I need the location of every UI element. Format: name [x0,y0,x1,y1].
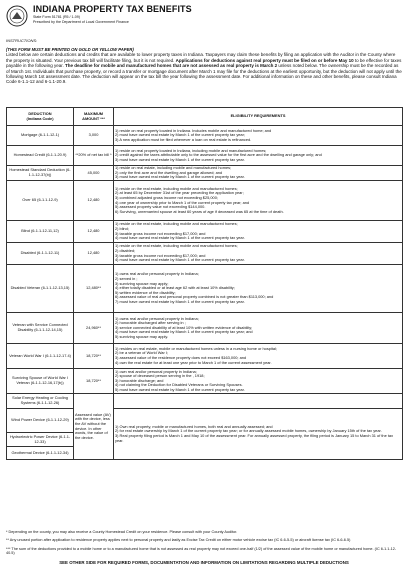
table-row [7,369,403,394]
amount-cell: 12,480 [74,243,114,265]
intro-bold1: Applications for deductions against real property must be filed on or before May 10 [175,57,354,63]
requirements-cell [114,166,403,181]
requirements-cell [114,394,403,409]
requirements-cell [114,369,403,394]
deduction-cell: Hydroelectric Power Device (6-1.1-12-33) [7,433,74,447]
requirement-line: 4) must have owned real estate by March 1 of the current property tax year. [115,257,245,263]
requirement-line: 5) written evidence of the disability; [115,289,176,295]
table-row [7,265,403,313]
amount-cell: 24,960** [74,313,114,344]
deduction-cell: Homestead Credit (6-1.1-20.9) [7,146,74,166]
requirement-line: 2) disabled; [115,247,136,253]
deduction-cell: Disabled Veteran (6-1.1-12-13,15) [7,265,74,313]
requirement-line: 3) honorable discharge; and [115,377,164,383]
requirement-line: 2) be a veteran of World War I; [115,350,168,356]
requirement-line: 1) reside on real property located in Indiana. Includes mobile and manufactured home; and [115,127,272,133]
requirement-line: 4) either totally disabled or at least age 62 with at least 10% disability; [115,285,235,291]
requirements-cell [114,313,403,344]
table-row [7,221,403,243]
requirement-line: 1) reside on the real estate, including mobile and manufactured homes; [115,185,238,191]
requirement-line: 1) owns real and/or personal property in Indiana; [115,315,199,321]
requirement-line: 6) assessed value of real and personal property combined is not greater than $113,000; and [115,294,274,300]
requirement-line: 1) owns real and/or personal property in Indiana; [115,271,199,277]
requirement-line: 2) credit against the taxes attributable only to the assessed value for the first acre and the dwelling and garage only; and [115,152,322,158]
table-row [7,344,403,369]
requirements-cell [114,409,403,460]
requirement-line: 4) one year of ownership prior to March 1 of the current property tax year; and [115,199,250,205]
form-number: State Form 51781 (R5 / 1-09) [33,15,80,19]
requirement-line: 4) own the real estate for at least one year prior to March 1 of the current assessment year. [115,359,272,365]
requirement-line: 4) must have owned real estate by March 1 of the current property tax year. [115,235,245,241]
instructions-label: INSTRUCTIONS: [6,38,38,43]
requirement-line: 1) resides on real estate, mobile or manufactured homes unless in a nursing home or hospital; [115,345,277,351]
requirement-line: 5) assessed property value not exceeding $144,000. [115,204,206,210]
deduction-cell: Veteran World War I (6-1.1-12-17.4) [7,344,74,369]
deduction-cell: Wind Power Device (6-1.1-12-29) [7,409,74,433]
intro-part2: to be effective for taxes payable in the following year. [6,57,402,69]
deduction-cell: Homestead Standard Deduction (6-1.1-12-37(b)) [7,166,74,181]
footnote-3: *** The sum of the deductions provided to a mobile home or to a manufactured home that is not assessed as real property may not exceed one-half (1/2) of the assessed value of the mobile home or manufactured home. (IC 6-1.1-12-40.5) [6,547,397,556]
requirement-line: 1) reside on the real estate, including mobile and manufactured homes; [115,221,238,227]
table-row [7,146,403,166]
requirement-line: 2) served in ; [115,276,138,282]
requirements-cell [114,221,403,243]
requirements-header: ELIGIBILITY REQUIREMENTS [114,108,403,126]
prescribed-by: Prescribed by the Department of Local Government Finance [33,20,129,24]
deduction-cell: Solar Energy Heating or Cooling Systems (6-1.1-12-26) [7,394,74,409]
footnote-1: * Depending on the county, you may also receive a County Homestead Credit on your residence. Please consult with your County Auditor. [6,530,238,534]
requirement-line: 5) must have owned real estate by March 1 of the current property tax year. [115,386,245,392]
amount-cell: **20% of net tax bill * [74,146,114,166]
requirements-cell [114,265,403,313]
requirement-line: 2) must have owned real estate by March 1 of the current property tax year; [115,132,245,138]
intro-part3: unless noted below. The ownership must be the recorded as of March 1st. Individuals that purchase property, or record a transfer or mortgage document after March 1 may file for the deductions at the earliest opportunity, but the deduction will not apply until the following March 1st assessment date. The deduction will appear on the tax bill the year following the assessment date. For additional information on these and other benefits, please consult Indiana Code 6-1.1-12 and 6-1.1-20.9. [6,63,402,85]
requirement-line: 1) reside on real property located in Indiana, including mobile and manufactured homes; [115,147,267,153]
requirement-line: 3) must have owned real estate by March 1 of the current property tax year. [115,156,245,162]
requirement-line: 2) spouse of deceased person serving in the , 1918; [115,373,205,379]
requirement-line: 2) for real estate ownership by March 1 of the current property tax year; or for annually assessed mobile homes, ownership by January 15th of the tax year. [115,428,382,434]
requirements-cell [114,243,403,265]
table-row [7,181,403,221]
table-row [7,313,403,344]
requirement-line: 3) must have owned real estate by March 1 of the current property tax year. [115,174,245,180]
requirement-line: 2) honorable discharged after serving in ; [115,320,186,326]
requirement-line: 3) surviving spouse may apply; [115,280,169,286]
intro-part1: Listed below are certain deductions and credits that are available to lower property taxes in Indiana. Taxpayers may claim these benefits by filing an application with the Auditor in the County where the property is situated. Your previous tax bill will facilitate filing, but it is not required. [6,52,396,63]
deduction-cell: Geothermal Device (6-1.1-12-34) [7,447,74,460]
requirement-line: 1) reside on the real estate, including mobile and manufactured homes; [115,243,238,249]
requirements-cell [114,146,403,166]
state-seal-icon [6,5,28,27]
requirement-line: 3) Real property filing period is March 1 and May 10 of the assessment year. For annually assessed property, the filing period is January 15 to March 31 of the tax year. [115,433,394,443]
form-header [6,4,402,34]
amount-cell: 12,480** [74,265,114,313]
deduction-cell: Mortgage (6-1.1-12-1) [7,126,74,146]
requirement-line: 1) reside on real estate, including mobile and manufactured homes; [115,165,232,171]
requirements-cell [114,181,403,221]
requirement-line: 4) must have owned real estate by March 1 of the current property tax year; and [115,329,253,335]
amount-cell: 18,720** [74,344,114,369]
footnote-2: ** Any unused portion after application to residence property applies next to personal property and lastly as Excise Tax Credit on either motor vehicle excise tax (IC 6-6-5-5) or aircraft license tax (IC 6-6-6.5) [6,538,351,542]
deduction-cell: Surviving Spouse of World War I Veteran (6-1.1-12-16,17(b)) [7,369,74,394]
amount-cell: 12,480 [74,181,114,221]
deduction-cell: Disabled (6-1.1-12-11) [7,243,74,265]
requirements-cell [114,126,403,146]
deduction-cell: Over 65 (6-1.1-12-9) [7,181,74,221]
device-amount-cell: Assessed value (AV) with the device, less the AV without the device. In other words, the value of the device. [74,394,114,460]
requirement-line: 3) combined adjusted gross income not exceeding $25,000; [115,194,218,200]
table-row [7,394,403,409]
intro-bold2: The deadline for mobile and manufactured homes that are not assessed as real property is March 2 [65,63,278,69]
requirement-line: 7) must have owned real estate by March 1 of the current property tax year. [115,298,245,304]
table-row [7,166,403,181]
requirement-line: 4) not claiming the Deduction for Disabled Veterans or Surviving Spouses. [115,382,243,388]
maximum-header-label: MAXIMUM [83,110,104,116]
requirement-line: 1) own real and/or personal property in Indiana; [115,368,197,374]
code-header-label: (Indiana Code) [26,115,54,121]
requirement-line: 2) only the first acre and the dwelling and garage allowed; and [115,169,223,175]
table-body [7,126,403,460]
requirement-line: 2) at least 65 by December 31st of the year preceding the application year; [115,190,244,196]
amount-header [74,108,114,126]
requirement-line: 6) Surviving, unremarried spouse at least 60 years of age if deceased was 65 at the time of death. [115,208,284,214]
deduction-cell: Veteran with Service Connected Disability (6-1.1-12-14,15) [7,313,74,344]
requirement-line: 1) Own real property, mobile or manufactured homes, both real and annually assessed; and [115,423,273,429]
requirements-cell [114,344,403,369]
amount-cell: 12,480 [74,221,114,243]
form-title: INDIANA PROPERTY TAX BENEFITS [33,4,192,14]
intro-text [6,47,402,85]
table-row [7,409,403,433]
requirement-line: 3) A new application must be filed whenever a loan on real estate is refinanced. [115,136,252,142]
amount-header-label: AMOUNT *** [82,115,105,121]
amount-cell: 45,000 [74,166,114,181]
table-row [7,243,403,265]
deduction-cell: Blind (6-1.1-12-11,12) [7,221,74,243]
amount-cell: 3,000 [74,126,114,146]
requirement-line: 3) taxable gross income not exceeding $17,000; and [115,230,206,236]
print-note: (THIS FORM MUST BE PRINTED ON GOLD OR YELLOW PAPER) [6,47,134,52]
deduction-header-label: DEDUCTION [28,110,52,116]
see-other-side-note: SEE OTHER SIDE FOR REQUIRED FORMS, DOCUMENTATION AND INFORMATION ON LIMITATIONS REGARDING MULTIPLE DEDUCTIONS [59,560,349,565]
requirement-line: 2) blind; [115,225,129,231]
table-header-row [7,108,403,126]
amount-cell: 18,720** [74,369,114,394]
benefits-table [6,107,403,460]
requirement-line: 3) taxable gross income not exceeding $17,000; and [115,252,206,258]
requirement-line: 5) surviving spouse may apply. [115,333,169,339]
requirement-line: 3) assessed value of the residence property does not exceed $163,000; and [115,355,247,360]
deduction-header [7,108,74,126]
requirement-line: 3) service connected disability of at least 10% with written evidence of disability; [115,324,253,330]
table-row [7,126,403,146]
